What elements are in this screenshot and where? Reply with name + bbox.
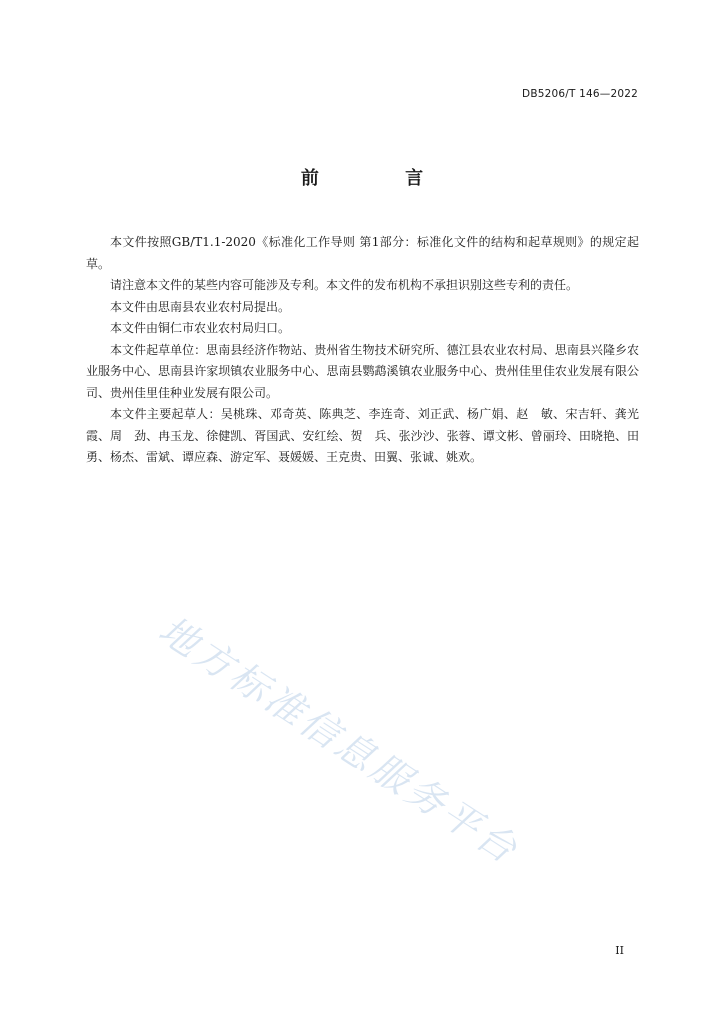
watermark: 地方标准信息服务平台 [151,607,528,874]
paragraph-drafting-units: 本文件起草单位：思南县经济作物站、贵州省生物技术研究所、德江县农业农村局、思南县兴隆乡农业服务中心、思南县许家坝镇农业服务中心、思南县鹦鹉溪镇农业服务中心、贵州佳里佳农业发展有限公司、贵州佳里佳种业发展有限公司。 [86,342,639,400]
paragraph-administrator: 本文件由铜仁市农业农村局归口。 [110,321,291,335]
page-title: 前 言 [300,168,464,189]
paragraph-proposer: 本文件由思南县农业农村局提出。 [110,299,291,314]
body-text [86,232,639,469]
paragraph-drafters: 本文件主要起草人：吴桃珠、邓奇英、陈典芝、李连奇、刘正武、杨广娟、赵 敏、宋吉轩、龚光霞、周 劲、冉玉龙、徐健凯、胥国武、安红绘、贺 兵、张沙沙、张蓉、谭文彬、曾丽玲、田晓艳、田勇、杨杰、雷斌、谭应森、游定军、聂媛媛、王克贵、田翼、张诚、姚欢。 [86,407,639,464]
page-number: II [615,944,624,957]
standard-code: DB5206/T 146—2022 [522,88,638,100]
paragraph-patent-notice: 请注意本文件的某些内容可能涉及专利。本文件的发布机构不承担识别这些专利的责任。 [110,278,579,292]
paragraph-drafting-rules: 本文件按照GB/T1.1-2020《标准化工作导则 第1部分：标准化文件的结构和起草规则》的规定起草。 [86,235,639,271]
